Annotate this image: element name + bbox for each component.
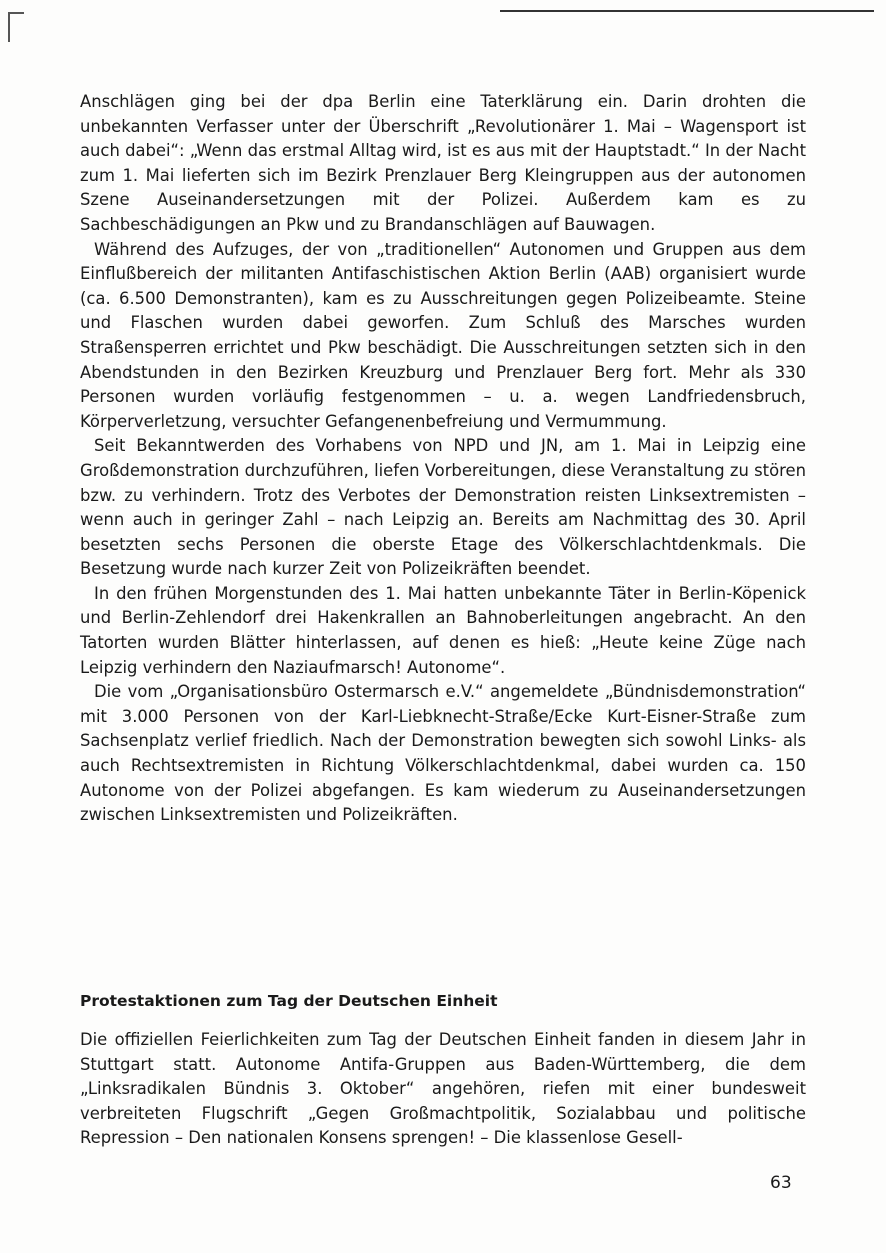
paragraph-5: Die vom „Organisationsbüro Ostermarsch e.V.“ angemeldete „Bündnisdemonstration“ mit 3.000 Personen von der Karl-Liebknecht-Straße/Ecke Kurt-Eisner-Straße zum Sachsenplatz verlief friedlich. Nach der Demonstration bewegten sich sowohl Links- als auch Rechtsextremisten in Richtung Völkerschlachtdenkmal, dabei wurden ca. 150 Autonome von der Polizei abgefangen. Es kam wiederum zu Auseinandersetzungen zwischen Linksextremisten und Polizeikräften. xyxy=(80,682,806,825)
paragraph-1: Anschlägen ging bei der dpa Berlin eine Taterklärung ein. Darin drohten die unbekannten Verfasser unter der Überschrift „Revolutionärer 1. Mai – Wagensport ist auch dabei“: „Wenn das erstmal Alltag wird, ist es aus mit der Hauptstadt.“ In der Nacht zum 1. Mai lieferten sich im Bezirk Prenzlauer Berg Kleingruppen aus der autonomen Szene Auseinandersetzungen mit der Polizei. Außerdem kam es zu Sachbeschädigungen an Pkw und zu Brandanschlägen auf Bauwagen. xyxy=(80,92,806,234)
body-text xyxy=(80,90,806,828)
section-body xyxy=(80,1028,806,1151)
header-rule xyxy=(500,10,874,12)
paragraph-4: In den frühen Morgenstunden des 1. Mai hatten unbekannte Täter in Berlin-Köpenick und Berlin-Zehlendorf drei Hakenkrallen an Bahnoberleitungen angebracht. An den Tatorten wurden Blätter hinterlassen, auf denen es hieß: „Heute keine Züge nach Leipzig verhindern den Naziaufmarsch! Autonome“. xyxy=(80,583,806,677)
paragraph-3: Seit Bekanntwerden des Vorhabens von NPD und JN, am 1. Mai in Leipzig eine Großdemonstration durchzuführen, liefen Vorbereitungen, diese Veranstaltung zu stören bzw. zu verhindern. Trotz des Verbotes der Demonstration reisten Linksextremisten – wenn auch in geringer Zahl – nach Leipzig an. Bereits am Nachmittag des 30. April besetzten sechs Personen die oberste Etage des Völkerschlachtdenkmals. Die Besetzung wurde nach kurzer Zeit von Polizeikräften beendet. xyxy=(80,436,806,579)
section-heading: Protestaktionen zum Tag der Deutschen Einheit xyxy=(80,992,498,1010)
section-paragraph: Die offiziellen Feierlichkeiten zum Tag der Deutschen Einheit fanden in diesem Jahr in Stuttgart statt. Autonome Antifa-Gruppen aus Baden-Württemberg, die dem „Linksradikalen Bündnis 3. Oktober“ angehören, riefen mit einer bundesweit verbreiteten Flugschrift „Gegen Großmachtpolitik, Sozialabbau und politische Repression – Den nationalen Konsens sprengen! – Die klassenlose Gesell- xyxy=(80,1030,806,1148)
paragraph-2: Während des Aufzuges, der von „traditionellen“ Autonomen und Gruppen aus dem Einflußbereich der militanten Antifaschistischen Aktion Berlin (AAB) organisiert wurde (ca. 6.500 Demonstranten), kam es zu Ausschreitungen gegen Polizeibeamte. Steine und Flaschen wurden dabei geworfen. Zum Schluß des Marsches wurden Straßensperren errichtet und Pkw beschädigt. Die Ausschreitungen setzten sich in den Abendstunden in den Bezirken Kreuzburg und Prenzlauer Berg fort. Mehr als 330 Personen wurden vorläufig festgenommen – u. a. wegen Landfriedensbruch, Körperverletzung, versuchter Gefangenenbefreiung und Vermummung. xyxy=(80,239,806,431)
crop-mark xyxy=(8,12,24,42)
page-number: 63 xyxy=(770,1173,792,1193)
